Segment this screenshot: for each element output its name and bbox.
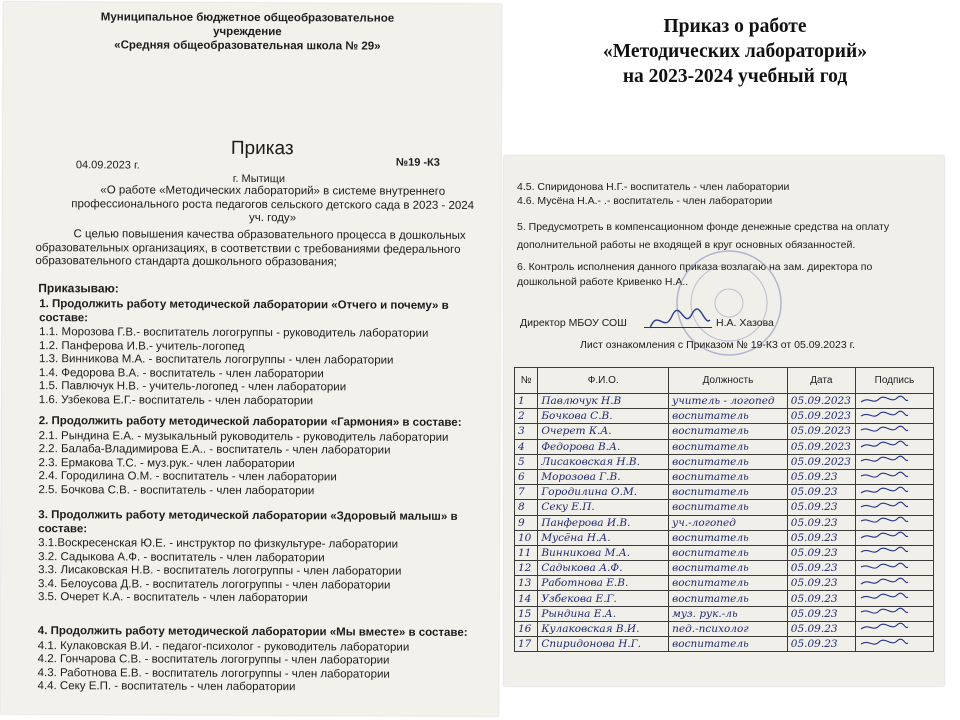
member-line: 4.2. Гончарова С.В. - воспитатель логогруппы - член лаборатории <box>37 653 390 667</box>
row-date: 05.09.23 <box>787 500 855 515</box>
table-row <box>515 561 934 576</box>
row-position: воспитатель <box>669 637 788 652</box>
table-row <box>515 576 934 591</box>
table-row <box>515 637 934 652</box>
member-line: 3.5. Очерет К.А. - воспитатель - член лаборатории <box>37 591 308 605</box>
row-signature <box>855 500 933 515</box>
director-label: Директор МБОУ СОШ <box>520 317 627 329</box>
order-page-2 <box>504 156 944 686</box>
table-row <box>515 439 934 454</box>
row-date: 05.09.2023 <box>787 394 855 409</box>
row-name: Очерет К.А. <box>538 424 669 439</box>
handwritten-signature-icon <box>859 471 909 481</box>
member-line: 2.5. Бочкова С.В. - воспитатель - член лаборатории <box>38 483 315 497</box>
member-line: 1.5. Павлючук Н.В. - учитель-логопед - член лаборатории <box>38 380 347 394</box>
handwritten-signature-icon <box>859 562 909 572</box>
row-signature <box>855 545 933 560</box>
row-position: воспитатель <box>669 424 788 439</box>
row-signature <box>855 606 933 621</box>
row-signature <box>855 530 933 545</box>
table-row <box>515 394 934 409</box>
row-date: 05.09.2023 <box>787 424 855 439</box>
row-position: учитель - логопед <box>669 394 788 409</box>
table-row <box>515 424 934 439</box>
row-name: Работнова Е.В. <box>538 576 669 591</box>
handwritten-signature-icon <box>859 486 909 496</box>
row-date: 05.09.23 <box>787 485 855 500</box>
handwritten-signature-icon <box>859 592 909 602</box>
row-number: 7 <box>515 485 538 500</box>
row-number: 15 <box>515 606 538 621</box>
member-line: 3.3. Лисаковская Н.В. - воспитатель логогруппы - член лаборатории <box>38 564 402 578</box>
table-header-row <box>515 368 934 394</box>
organization-header <box>87 10 407 53</box>
row-signature <box>855 485 933 500</box>
document-title: Приказ <box>230 137 294 160</box>
row-name: Садыкова А.Ф. <box>538 561 669 576</box>
row-position: воспитатель <box>669 469 788 484</box>
section-heading: 4. Продолжить работу методической лаборатории «Мы вместе» в составе: <box>37 625 468 639</box>
row-signature <box>855 424 933 439</box>
row-name: Спиридонова Н.Г. <box>538 637 669 652</box>
table-row <box>515 530 934 545</box>
row-date: 05.09.23 <box>787 637 855 652</box>
document-city: г. Мытищи <box>232 172 286 186</box>
row-position: воспитатель <box>669 439 788 454</box>
member-line: 2.3. Ермакова Т.С. - муз.рук.- член лаборатории <box>38 456 295 470</box>
section-heading: 3. Продолжить работу методической лаборатории «Здоровый малыш» в составе: <box>38 509 458 535</box>
section-heading: 2. Продолжить работу методической лаборатории «Гармония» в составе: <box>38 415 462 429</box>
row-number: 14 <box>515 591 538 606</box>
row-signature <box>855 454 933 469</box>
row-name: Лисаковская Н.В. <box>538 454 669 469</box>
row-number: 1 <box>515 394 538 409</box>
table-row <box>515 500 934 515</box>
handwritten-signature-icon <box>859 425 909 435</box>
member-line: 3.4. Белоусова Д.В. - воспитатель логогруппы - член лаборатории <box>37 577 391 592</box>
row-number: 6 <box>515 469 538 484</box>
row-number: 5 <box>515 454 538 469</box>
row-position: воспитатель <box>669 561 788 576</box>
handwritten-signature-icon <box>859 607 909 617</box>
handwritten-signature-icon <box>859 638 909 648</box>
handwritten-signature-icon <box>859 622 909 632</box>
handwritten-signature-icon <box>859 395 909 405</box>
member-line: 3.1.Воскресенская Ю.Е. - инструктор по физкультуре- лаборатории <box>38 537 399 551</box>
row-name: Секу Е.П. <box>538 500 669 515</box>
handwritten-signature-icon <box>859 577 909 587</box>
handwritten-signature-icon <box>859 546 909 556</box>
row-number: 12 <box>515 561 538 576</box>
table-row <box>515 545 934 560</box>
section-1 <box>39 298 489 409</box>
row-name: Бочкова С.В. <box>538 409 669 424</box>
row-date: 05.09.23 <box>787 561 855 576</box>
acknowledgement-table <box>514 367 934 652</box>
row-number: 13 <box>515 576 538 591</box>
member-line: 1.4. Федорова В.А. - воспитатель - член лаборатории <box>38 366 324 380</box>
slide-title-line-2: «Методических лабораторий» <box>603 41 867 62</box>
row-number: 2 <box>515 409 538 424</box>
member-line: 1.2. Панферова И.В.- учитель-логопед <box>39 339 245 353</box>
director-name: Н.А. Хазова <box>716 317 774 329</box>
section-3 <box>38 509 488 606</box>
row-date: 05.09.23 <box>787 545 855 560</box>
slide-title-line-3: на 2023-2024 учебный год <box>622 66 848 87</box>
document-number: №19 -К3 <box>395 156 440 169</box>
row-position: воспитатель <box>669 454 788 469</box>
row-name: Винникова М.А. <box>538 545 669 560</box>
row-name: Рындина Е.А. <box>538 606 669 621</box>
row-signature <box>855 561 933 576</box>
row-name: Павлючук Н.В <box>538 394 669 409</box>
section-2 <box>38 415 488 499</box>
slide-title <box>545 14 925 89</box>
table-row <box>515 485 934 500</box>
member-line: 2.2. Балаба-Владимирова Е.А.. - воспитатель - член лаборатории <box>38 443 391 457</box>
row-name: Морозова Г.В. <box>538 469 669 484</box>
row-position: воспитатель <box>669 545 788 560</box>
document-subject: «О работе «Методических лабораторий» в системе внутреннего профессионального роста педагогов сельского детского сада в 2023 - 2024 уч. году» <box>71 184 475 225</box>
item-5-line-2: дополнительной работы не входящей в круг основных обязанностей. <box>517 239 856 251</box>
document-date: 04.09.2023 г. <box>75 159 140 172</box>
row-number: 10 <box>515 530 538 545</box>
row-date: 05.09.2023 <box>787 409 855 424</box>
row-number: 11 <box>515 545 538 560</box>
member-line: 4.1. Кулаковская В.И. - педагог-психолог - руководитель лаборатории <box>37 639 410 654</box>
row-signature <box>855 637 933 652</box>
row-name: Узбекова Е.Г. <box>538 591 669 606</box>
row-date: 05.09.23 <box>787 591 855 606</box>
row-name: Мусёна Н.А. <box>538 530 669 545</box>
row-signature <box>855 394 933 409</box>
handwritten-signature-icon <box>859 531 909 541</box>
row-date: 05.09.23 <box>787 530 855 545</box>
row-position: воспитатель <box>669 530 788 545</box>
row-name: Панферова И.В. <box>538 515 669 530</box>
row-name: Кулаковская В.И. <box>538 621 669 636</box>
header-name: Ф.И.О. <box>538 368 669 394</box>
handwritten-signature-icon <box>859 455 909 465</box>
item-4-5: 4.5. Спиридонова Н.Г.- воспитатель - член лаборатории <box>517 181 790 193</box>
row-position: пед.-психолог <box>669 621 788 636</box>
handwritten-signature-icon <box>859 440 909 450</box>
row-name: Городилина О.М. <box>538 485 669 500</box>
row-signature <box>855 515 933 530</box>
table-row <box>515 515 934 530</box>
table-row <box>515 621 934 636</box>
row-number: 17 <box>515 637 538 652</box>
section-4 <box>38 625 488 695</box>
header-signature: Подпись <box>855 368 933 394</box>
table-row <box>515 606 934 621</box>
row-number: 9 <box>515 515 538 530</box>
section-heading: 1. Продолжить работу методической лаборатории «Отчего и почему» в составе: <box>39 298 449 324</box>
org-line-2: «Средняя общеобразовательная школа № 29» <box>114 39 381 53</box>
header-number: № <box>515 368 538 394</box>
document-purpose: С целью повышения качества образовательного процесса в дошкольных образовательных организациях, в соответствии с требованиями федерального образовательного стандарта дошкольного образования; <box>35 228 466 269</box>
item-6-line-2: дошкольной работе Кривенко Н.А.. <box>517 276 689 288</box>
org-line-1: Муниципальное бюджетное общеобразовательное учреждение <box>100 11 395 39</box>
member-line: 4.3. Работнова Е.В. - воспитатель логогруппы - член лаборатории <box>37 666 390 681</box>
row-position: воспитатель <box>669 500 788 515</box>
member-line: 3.2. Садыкова А.Ф. - воспитатель - член лаборатории <box>38 550 325 564</box>
member-line: 2.4. Городилина О.М. - воспитатель - член лаборатории <box>38 470 337 484</box>
handwritten-signature-icon <box>859 516 909 526</box>
item-5-line-1: 5. Предусмотреть в компенсационном фонде денежные средства на оплату <box>517 221 890 233</box>
row-date: 05.09.23 <box>787 515 855 530</box>
row-signature <box>855 469 933 484</box>
row-date: 05.09.2023 <box>787 439 855 454</box>
row-date: 05.09.2023 <box>787 454 855 469</box>
table-row <box>515 591 934 606</box>
handwritten-signature-icon <box>859 410 909 420</box>
row-signature <box>855 621 933 636</box>
handwritten-signature-icon <box>859 501 909 511</box>
member-line: 4.4. Секу Е.П. - воспитатель - член лаборатории <box>37 680 296 694</box>
row-signature <box>855 591 933 606</box>
header-date: Дата <box>787 368 855 394</box>
member-line: 1.1. Морозова Г.В.- воспитатель логогруппы - руководитель лаборатории <box>39 326 429 340</box>
table-row <box>515 469 934 484</box>
row-number: 8 <box>515 500 538 515</box>
item-4-6: 4.6. Мусёна Н.А.- .- воспитатель - член лаборатории <box>517 195 773 207</box>
row-position: воспитатель <box>669 409 788 424</box>
slide-title-line-1: Приказ о работе <box>663 16 807 37</box>
row-date: 05.09.23 <box>787 621 855 636</box>
row-date: 05.09.23 <box>787 576 855 591</box>
row-number: 16 <box>515 621 538 636</box>
row-date: 05.09.23 <box>787 606 855 621</box>
table-row <box>515 454 934 469</box>
row-date: 05.09.23 <box>787 469 855 484</box>
row-signature <box>855 409 933 424</box>
acknowledgement-title: Лист ознакомления с Приказом № 19-К3 от 05.09.2023 г. <box>580 339 856 351</box>
director-signature-icon <box>644 306 714 336</box>
row-name: Федорова В.А. <box>538 439 669 454</box>
header-position: Должность <box>669 368 788 394</box>
row-position: уч.-логопед <box>669 515 788 530</box>
row-position: муз. рук.-ль <box>669 606 788 621</box>
member-line: 2.1. Рындина Е.А. - музыкальный руководитель - руководитель лаборатории <box>38 429 449 444</box>
order-page-1 <box>0 2 501 716</box>
row-signature <box>855 576 933 591</box>
table-row <box>515 409 934 424</box>
member-line: 1.6. Узбекова Е.Г.- воспитатель - член лаборатории <box>38 393 314 407</box>
item-6-line-1: 6. Контроль исполнения данного приказа возлагаю на зам. директора по <box>517 261 873 273</box>
member-line: 1.3. Винникова М.А. - воспитатель логогруппы - член лаборатории <box>38 353 394 367</box>
row-position: воспитатель <box>669 591 788 606</box>
order-word: Приказываю: <box>38 281 119 296</box>
row-position: воспитатель <box>669 576 788 591</box>
row-signature <box>855 439 933 454</box>
row-number: 3 <box>515 424 538 439</box>
row-position: воспитатель <box>669 485 788 500</box>
row-number: 4 <box>515 439 538 454</box>
